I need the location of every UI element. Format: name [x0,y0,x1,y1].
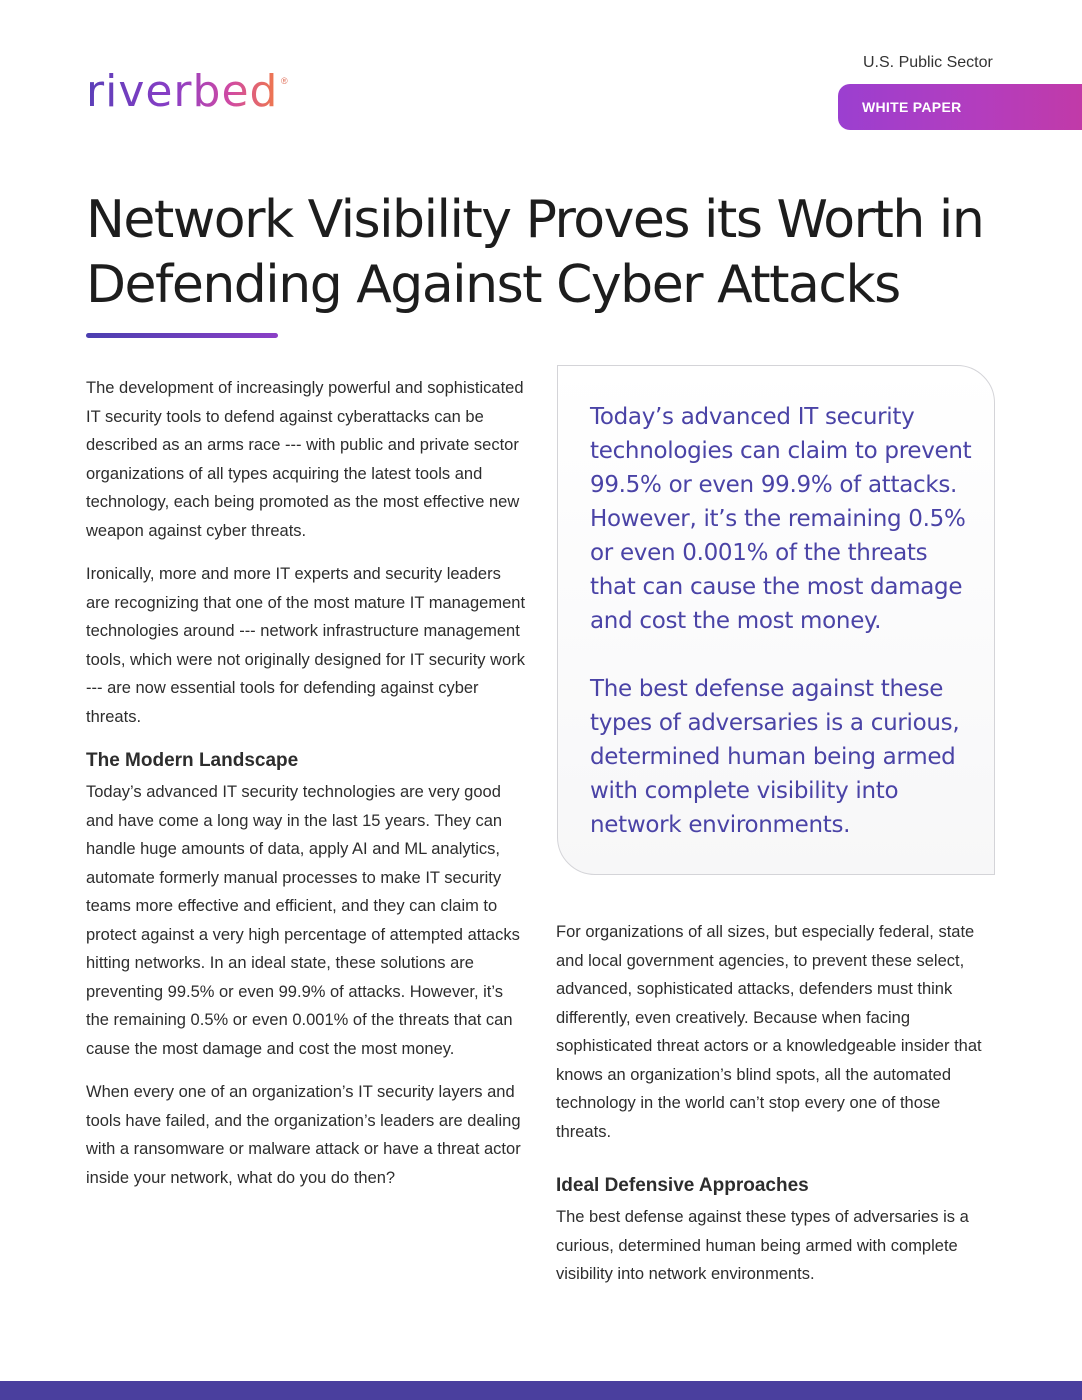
white-paper-badge: WHITE PAPER [838,84,1082,130]
ironically-paragraph: Ironically, more and more IT experts and security leaders are recognizing that one of the most mature IT management technologies around --- network infrastructure management tools, which were not originally designed for IT security work --- are now essential tools for defending against cyber threats. [86,565,526,726]
page-title: Network Visibility Proves its Worth in Defending Against Cyber Attacks [86,190,984,315]
intro-paragraph: The development of increasingly powerful and sophisticated IT security tools to defend against cyberattacks can be described as an arms race --- with public and private sector organizations of all types acquiring the latest tools and technology, each being promoted as the most effective new weapon against cyber threats. [86,379,524,540]
registered-mark: ® [281,76,288,86]
best-defense-paragraph: The best defense against these types of adversaries is a curious, determined human being armed with complete visibility into network environments. [556,1208,969,1283]
callout-paragraph-2: The best defense against these types of adversaries is a curious, determined human being armed with complete visibility into network environments. [590,676,960,838]
sector-label: U.S. Public Sector [863,54,993,71]
riverbed-logo: riverbed [86,66,279,117]
footer-bar [0,1381,1082,1400]
right-column [556,918,998,1304]
title-underline-divider [86,333,278,338]
modern-landscape-paragraph: Today’s advanced IT security technologies are very good and have come a long way in the last 15 years. They can handle huge amounts of data, apply AI and ML analytics, automate formerly manual processes to make IT security teams more effective and efficient, and they can claim to protect against a very high percentage of attempted attacks hitting networks. In an ideal state, these solutions are preventing 99.5% or even 99.9% of attacks. However, it’s the remaining 0.5% or even 0.001% of the threats that can cause the most damage and cost the most money. [86,783,520,1058]
pull-quote-callout [557,365,995,875]
failed-layers-paragraph: When every one of an organization’s IT security layers and tools have failed, and the organization’s leaders are dealing with a ransomware or malware attack or have a threat actor inside your network, what do you do then? [86,1083,521,1187]
organizations-paragraph: For organizations of all sizes, but especially federal, state and local government agencies, to prevent these select, advanced, sophisticated attacks, defenders must think differently, even creatively. Because when facing sophisticated threat actors or a knowledgeable insider that knows an organization’s blind spots, all the automated technology in the world can’t stop every one of those threats. [556,923,982,1141]
left-column [86,374,528,1207]
section-heading-ideal-defensive-approaches: Ideal Defensive Approaches [556,1175,809,1196]
section-heading-modern-landscape: The Modern Landscape [86,750,299,771]
callout-paragraph-1: Today’s advanced IT security technologies can claim to prevent 99.5% or even 99.9% of attacks. However, it’s the remaining 0.5% or even 0.001% of the threats that can cause the most damage and cost the most money. [590,404,972,634]
